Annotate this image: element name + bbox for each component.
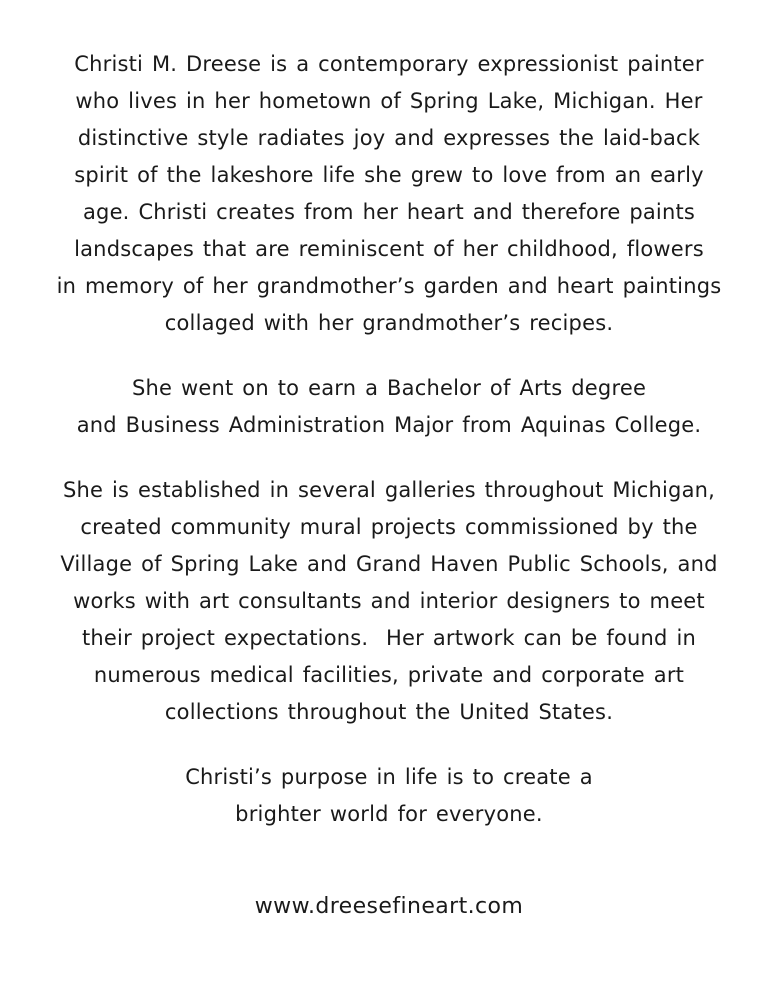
bio-line: their project expectations. Her artwork can be found in: [81, 626, 697, 650]
bio-line: landscapes that are reminiscent of her childhood, flowers: [74, 237, 704, 261]
bio-line: spirit of the lakeshore life she grew to love from an early: [74, 163, 704, 187]
website-url: www.dreesefineart.com: [254, 894, 524, 919]
bio-line: created community mural projects commissioned by the: [80, 515, 698, 539]
bio-paragraph-education: [24, 370, 754, 444]
bio-line: numerous medical facilities, private and corporate art: [93, 663, 685, 687]
bio-line: distinctive style radiates joy and expresses the laid-back: [77, 126, 701, 150]
bio-line: She is established in several galleries throughout Michigan,: [62, 478, 716, 502]
bio-paragraph-career: [24, 472, 754, 731]
bio-paragraph-purpose: [24, 759, 754, 833]
bio-line: collaged with her grandmother’s recipes.: [164, 311, 614, 335]
bio-line: in memory of her grandmother’s garden and heart paintings: [56, 274, 722, 298]
bio-line: She went on to earn a Bachelor of Arts degree: [131, 376, 647, 400]
bio-paragraph-intro: [24, 46, 754, 342]
bio-line: age. Christi creates from her heart and therefore paints: [82, 200, 696, 224]
page-footer: [0, 888, 778, 925]
bio-line: works with art consultants and interior designers to meet: [73, 589, 705, 613]
bio-line: Christi’s purpose in life is to create a: [185, 765, 593, 789]
bio-line: and Business Administration Major from Aquinas College.: [76, 413, 702, 437]
bio-line: collections throughout the United States.: [164, 700, 614, 724]
bio-line: Village of Spring Lake and Grand Haven Public Schools, and: [60, 552, 718, 576]
bio-line: brighter world for everyone.: [235, 802, 543, 826]
bio-line: Christi M. Dreese is a contemporary expressionist painter: [74, 52, 704, 76]
bio-line: who lives in her hometown of Spring Lake, Michigan. Her: [75, 89, 703, 113]
